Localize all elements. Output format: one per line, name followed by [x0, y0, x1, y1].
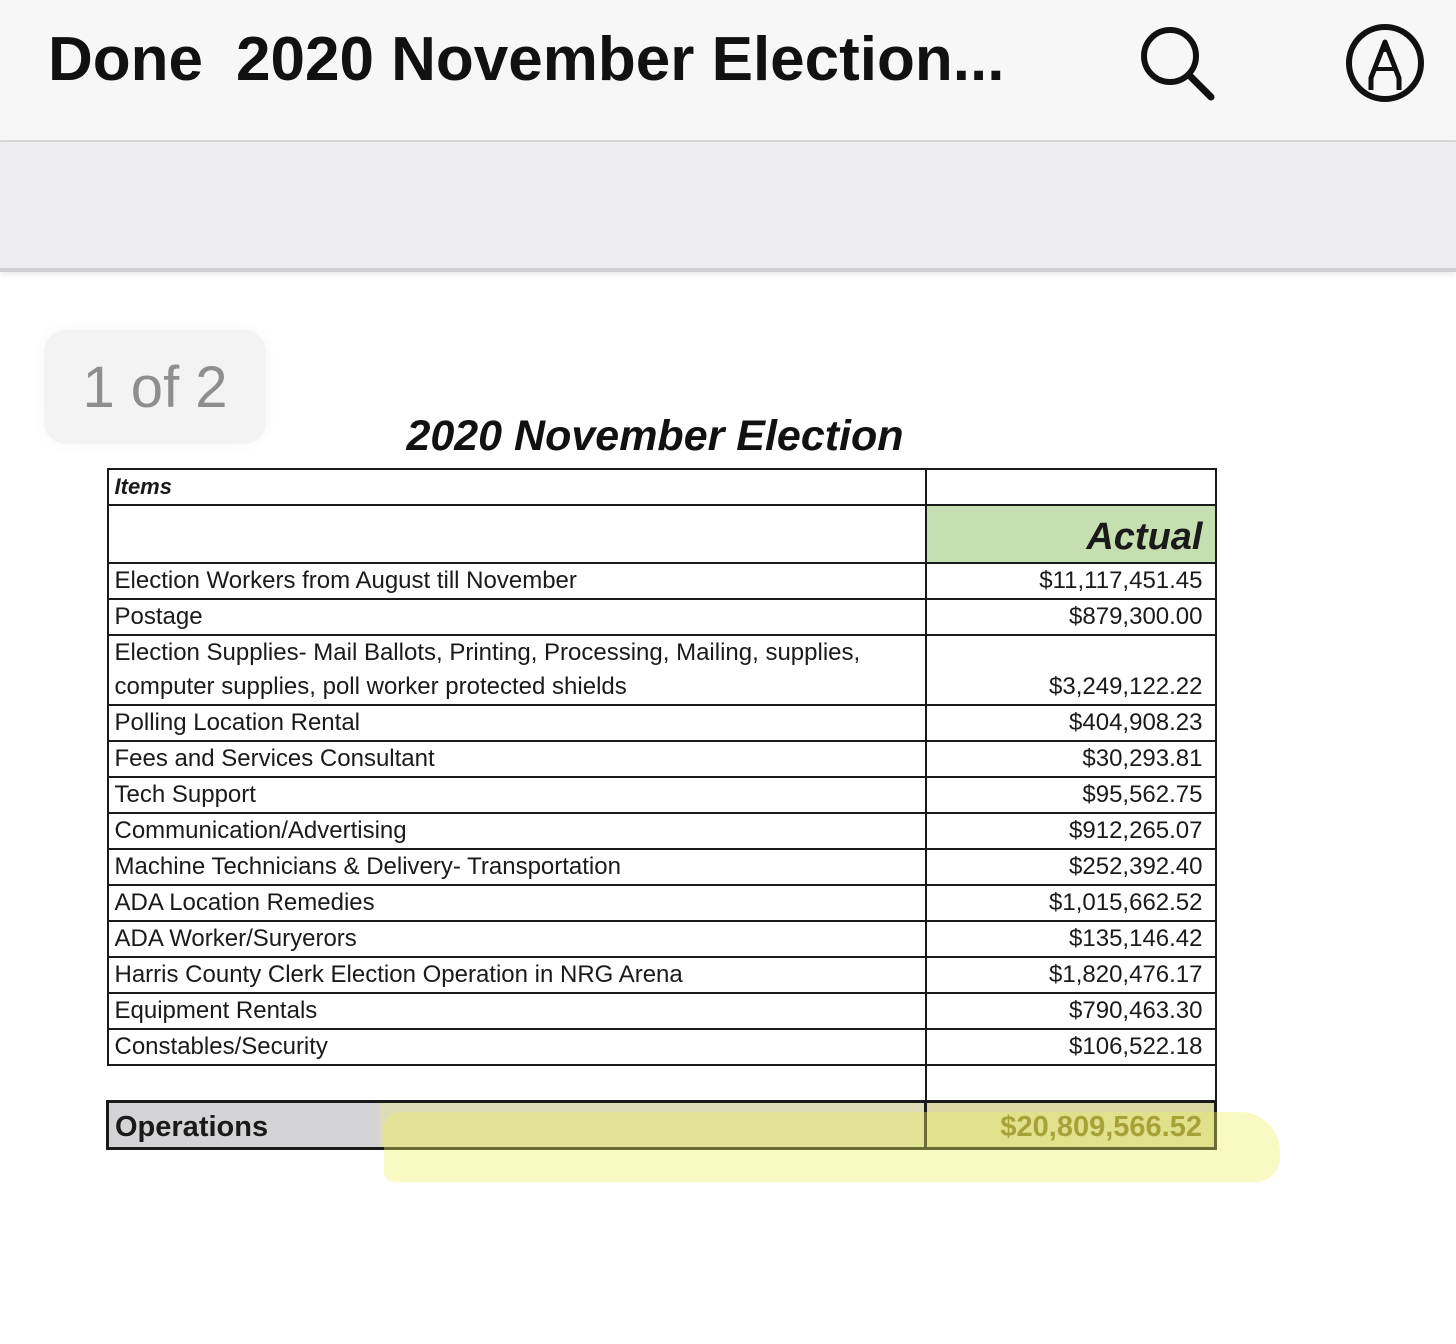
done-button[interactable]: Done	[48, 25, 203, 94]
amount-cell: $95,562.75	[926, 777, 1216, 813]
table-subheader-row	[108, 505, 1216, 563]
item-cell: ADA Worker/Suryerors	[108, 921, 926, 957]
total-row	[108, 1102, 1216, 1149]
navigation-bar	[0, 0, 1456, 142]
document-heading: 2020 November Election	[406, 412, 904, 460]
table-row	[108, 635, 1216, 705]
table-row	[108, 813, 1216, 849]
markup-pen-icon	[1340, 22, 1430, 104]
toolbar-band	[0, 142, 1456, 272]
table-row	[108, 705, 1216, 741]
item-cell: Postage	[108, 599, 926, 635]
items-header: Items	[108, 469, 926, 505]
table-row	[108, 599, 1216, 635]
total-amount: $20,809,566.52	[926, 1102, 1216, 1149]
header-blank-cell	[926, 469, 1216, 505]
amount-cell: $11,117,451.45	[926, 563, 1216, 599]
amount-cell: $912,265.07	[926, 813, 1216, 849]
item-cell: Constables/Security	[108, 1029, 926, 1065]
item-cell: Fees and Services Consultant	[108, 741, 926, 777]
amount-cell: $790,463.30	[926, 993, 1216, 1029]
item-cell: Communication/Advertising	[108, 813, 926, 849]
item-cell: Election Supplies- Mail Ballots, Printing, Processing, Mailing, supplies, computer supplies, poll worker protected shields	[108, 635, 926, 705]
amount-cell: $135,146.42	[926, 921, 1216, 957]
table-row	[108, 563, 1216, 599]
amount-cell: $30,293.81	[926, 741, 1216, 777]
table-row	[108, 921, 1216, 957]
actual-header: Actual	[926, 505, 1216, 563]
table-row	[108, 885, 1216, 921]
table-row	[108, 849, 1216, 885]
table-row	[108, 741, 1216, 777]
item-cell: Tech Support	[108, 777, 926, 813]
table-header-row	[108, 469, 1216, 505]
amount-cell: $1,820,476.17	[926, 957, 1216, 993]
page-indicator: 1 of 2	[44, 330, 266, 444]
item-cell: Equipment Rentals	[108, 993, 926, 1029]
spacer-row	[108, 1065, 1216, 1102]
item-cell: ADA Location Remedies	[108, 885, 926, 921]
item-cell: Machine Technicians & Delivery- Transportation	[108, 849, 926, 885]
subheader-blank-cell	[108, 505, 926, 563]
amount-cell: $106,522.18	[926, 1029, 1216, 1065]
document-title: 2020 November Election...	[236, 25, 1005, 94]
item-cell: Election Workers from August till November	[108, 563, 926, 599]
amount-cell: $404,908.23	[926, 705, 1216, 741]
amount-cell: $879,300.00	[926, 599, 1216, 635]
search-button[interactable]	[1132, 22, 1222, 104]
amount-cell: $3,249,122.22	[926, 635, 1216, 705]
expense-table	[106, 468, 1217, 1150]
item-cell: Polling Location Rental	[108, 705, 926, 741]
table-row	[108, 777, 1216, 813]
table-row	[108, 957, 1216, 993]
table-row	[108, 1029, 1216, 1065]
table-row	[108, 993, 1216, 1029]
search-icon	[1132, 22, 1222, 104]
amount-cell: $1,015,662.52	[926, 885, 1216, 921]
total-label: Operations	[108, 1102, 926, 1149]
item-cell: Harris County Clerk Election Operation in NRG Arena	[108, 957, 926, 993]
spacer-cell	[108, 1065, 926, 1102]
markup-button[interactable]	[1340, 22, 1430, 104]
spacer-cell	[926, 1065, 1216, 1102]
amount-cell: $252,392.40	[926, 849, 1216, 885]
